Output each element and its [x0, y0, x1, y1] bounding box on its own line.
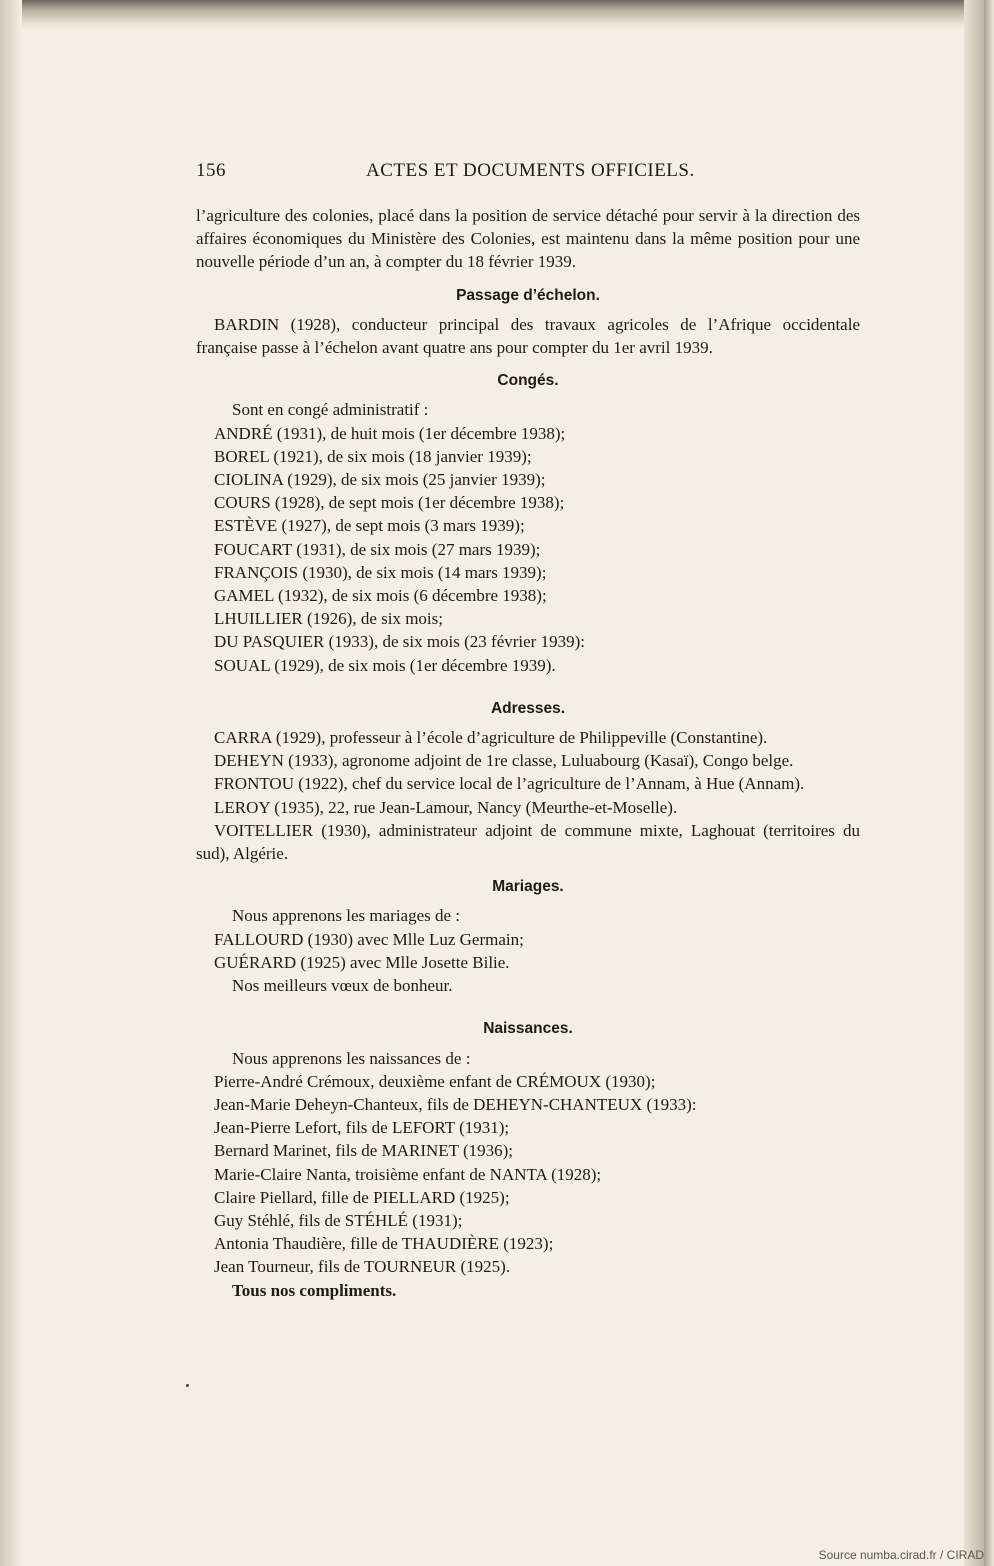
list-item: COURS (1928), de sept mois (1er décembre 1938);	[214, 493, 565, 513]
address-item: LEROY (1935), 22, rue Jean-Lamour, Nancy (Meurthe-et-Moselle).	[214, 797, 678, 817]
mariages-closing: Nos meilleurs vœux de bonheur.	[232, 976, 453, 996]
list-item: Claire Piellard, fille de PIELLARD (1925);	[214, 1187, 510, 1207]
naissances-intro: Nous apprenons les naissances de :	[232, 1048, 471, 1068]
section-heading-naissances: Naissances.	[483, 1020, 573, 1038]
list-item: Jean Tourneur, fils de TOURNEUR (1925).	[214, 1257, 511, 1277]
section-heading-passage: Passage d’échelon.	[456, 286, 600, 304]
list-item: ANDRÉ (1931), de huit mois (1er décembre 1938);	[214, 423, 566, 443]
page-left-edge	[0, 0, 22, 1566]
passage-paragraph: BARDIN (1928), conducteur principal des travaux agricoles de l’Afrique occidentale française passe à l’échelon avant quatre ans pour compter du 1er avril 1939.	[196, 314, 860, 358]
section-heading-mariages: Mariages.	[492, 878, 564, 896]
source-credit[interactable]: Source numba.cirad.fr / CIRAD	[818, 1548, 984, 1562]
address-item: CARRA (1929), professeur à l’école d’agriculture de Philippeville (Constantine).	[214, 728, 768, 748]
list-item: GUÉRARD (1925) avec Mlle Josette Bilie.	[214, 952, 510, 972]
list-item: LHUILLIER (1926), de six mois;	[214, 609, 443, 629]
address-item: FRONTOU (1922), chef du service local de l’agriculture de l’Annam, à Hue (Annam).	[214, 774, 805, 794]
conges-intro: Sont en congé administratif :	[232, 400, 429, 420]
list-item: BOREL (1921), de six mois (18 janvier 1939);	[214, 446, 532, 466]
page-content	[196, 204, 860, 1302]
list-item: FALLOURD (1930) avec Mlle Luz Germain;	[214, 929, 524, 949]
list-item: SOUAL (1929), de six mois (1er décembre 1939).	[214, 655, 556, 675]
page-number: 156	[196, 160, 226, 181]
page-top-shadow	[0, 0, 994, 30]
list-item: Pierre-André Crémoux, deuxième enfant de CRÉMOUX (1930);	[214, 1071, 656, 1091]
section-heading-adresses: Adresses.	[490, 699, 566, 717]
list-item: DU PASQUIER (1933), de six mois (23 février 1939):	[214, 632, 585, 652]
intro-paragraph: l’agriculture des colonies, placé dans la position de service détaché pour servir à la direction des affaires économiques du Ministère des Colonies, est maintenu dans la même position pour une nouvelle période d’un an, à compter du 18 février 1939.	[196, 206, 860, 272]
section-heading-conges: Congés.	[497, 372, 559, 390]
list-item: Antonia Thaudière, fille de THAUDIÈRE (1923);	[214, 1234, 554, 1254]
list-item: FOUCART (1931), de six mois (27 mars 1939);	[214, 539, 541, 559]
naissances-closing: Tous nos compliments.	[232, 1280, 397, 1300]
list-item: Guy Stéhlé, fils de STÉHLÉ (1931);	[214, 1210, 463, 1230]
list-item: GAMEL (1932), de six mois (6 décembre 1938);	[214, 586, 547, 606]
address-item: VOITELLIER (1930), administrateur adjoint de commune mixte, Laghouat (territoires du sud), Algérie.	[196, 820, 860, 864]
list-item: Bernard Marinet, fils de MARINET (1936);	[214, 1141, 514, 1161]
address-item: DEHEYN (1933), agronome adjoint de 1re classe, Luluabourg (Kasaï), Congo belge.	[214, 751, 794, 771]
ink-speck	[186, 1384, 189, 1387]
list-item: CIOLINA (1929), de six mois (25 janvier 1939);	[214, 470, 546, 490]
list-item: ESTÈVE (1927), de sept mois (3 mars 1939);	[214, 516, 525, 536]
list-item: FRANÇOIS (1930), de six mois (14 mars 1939);	[214, 562, 547, 582]
book-spine-edge	[984, 0, 994, 1566]
page-header	[196, 160, 860, 188]
list-item: Jean-Pierre Lefort, fils de LEFORT (1931);	[214, 1118, 510, 1138]
running-title: ACTES ET DOCUMENTS OFFICIELS.	[366, 160, 695, 181]
mariages-intro: Nous apprenons les mariages de :	[232, 906, 461, 926]
list-item: Jean-Marie Deheyn-Chanteux, fils de DEHEYN-CHANTEUX (1933):	[214, 1094, 697, 1114]
list-item: Marie-Claire Nanta, troisième enfant de NANTA (1928);	[214, 1164, 602, 1184]
